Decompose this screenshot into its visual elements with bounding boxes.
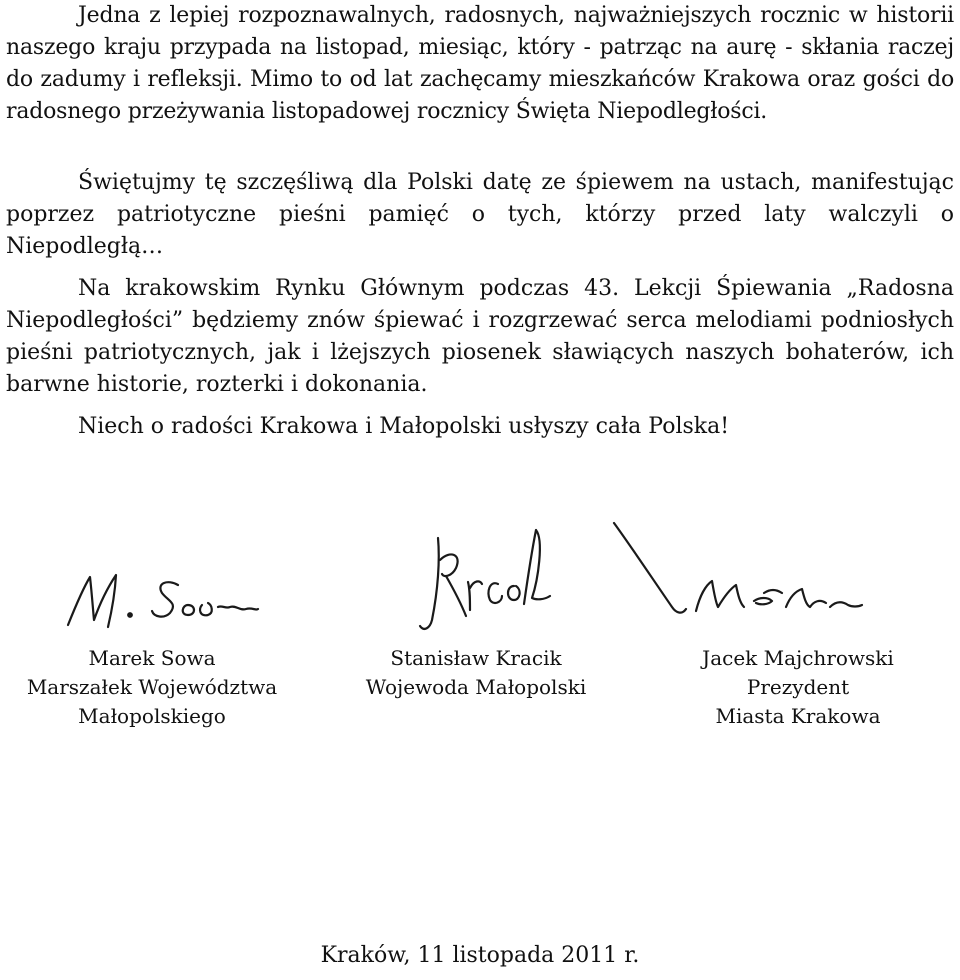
signer-title: Wojewoda Małopolski xyxy=(365,675,587,699)
signer-name: Marek Sowa xyxy=(88,646,216,670)
signer-title-continued: Miasta Krakowa xyxy=(715,704,881,728)
paragraph-intro: Jedna z lepiej rozpoznawalnych, radosnych, najważniejszych rocznic w historii naszego kraju przypada na listopad, miesiąc, który - patrząc na aurę - skłania raczej do zadumy i refleksji. Mimo to od lat zachęcamy mieszkańców Krakowa oraz gości do radosnego przeżywania listopadowej rocznicy Święta Niepodległości. xyxy=(6,3,954,124)
place-and-date: Kraków, 11 listopada 2011 r. xyxy=(320,943,640,968)
signer-title-continued: Małopolskiego xyxy=(78,704,226,728)
signer-block-sowa xyxy=(2,644,302,731)
signer-name: Jacek Majchrowski xyxy=(702,646,894,670)
signer-title: Prezydent xyxy=(746,675,850,699)
signer-block-kracik xyxy=(326,644,626,702)
signer-block-majchrowski xyxy=(648,644,948,731)
paragraph-closing: Niech o radości Krakowa i Małopolski usłyszy cała Polska! xyxy=(78,414,730,439)
signature-sowa xyxy=(60,565,270,635)
signature-kracik xyxy=(410,520,570,640)
signer-title: Marszałek Województwa xyxy=(26,675,278,699)
paragraph-singing-lesson: Na krakowskim Rynku Głównym podczas 43. Lekcji Śpiewania „Radosna Niepodległości” będziemy znów śpiewać i rozgrzewać serca melodiami podniosłych pieśni patriotycznych, jak i lżejszych piosenek sławiących naszych bohaterów, ich barwne historie, rozterki i dokonania. xyxy=(6,276,954,397)
signature-majchrowski xyxy=(600,515,870,625)
signer-name: Stanisław Kracik xyxy=(390,646,562,670)
paragraph-celebrate: Świętujmy tę szczęśliwą dla Polski datę ze śpiewem na ustach, manifestując poprzez patriotyczne pieśni pamięć o tych, którzy przed laty walczyli o Niepodległą… xyxy=(6,170,954,259)
